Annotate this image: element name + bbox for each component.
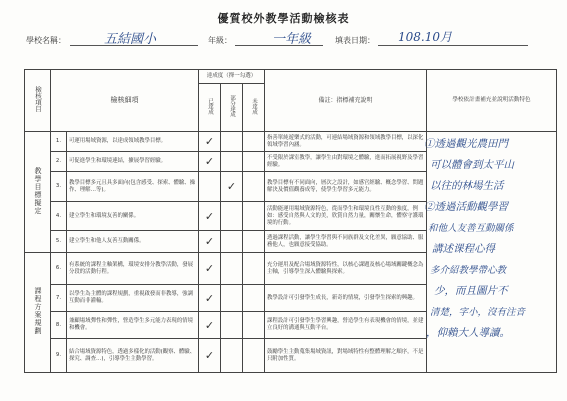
grade-label: 年級： bbox=[208, 36, 232, 45]
row-note: 透過課程活動，讓學生學習與不同族群及文化差異，願意協助、服務他人，也願意接受協助。 bbox=[265, 231, 427, 253]
row-detail: 結合場域資源特色，透過多樣化的活動(觀察、體驗、探究、調查…)，引導學生主動學習。 bbox=[67, 339, 199, 373]
row-note: 充分運用及配合場域資源特性，以核心課題及核心場域關鍵概念為主軸，引導學生深入體驗與探索。 bbox=[265, 253, 427, 285]
check-partial[interactable] bbox=[221, 253, 243, 285]
check-achieved[interactable]: ✓ bbox=[199, 132, 221, 152]
row-detail: 兼顧場域彈性和彈性，營造學生多元能力表現的情境和機會。 bbox=[67, 312, 199, 339]
row-detail: 教學目標多元且具多面向(包含感受、探索、體驗、操作、理解…等)。 bbox=[67, 172, 199, 202]
check-achieved[interactable] bbox=[199, 172, 221, 202]
check-achieved[interactable]: ✓ bbox=[199, 285, 221, 312]
row-detail: 以學生為主體的課程規劃，重視啟發而非教導，強調互動而非灌輸。 bbox=[67, 285, 199, 312]
row-note: 不受限於課室教學，讓學生由對環境之體驗，進而拓展視野及學習經驗。 bbox=[265, 152, 427, 172]
row-detail: 有系統的課程主軸架構，環境安排分教學活動，發展分段的活動行程。 bbox=[67, 253, 199, 285]
row-note: 指善單純遊樂式的活動，可連結場域資源和領域教學目標，以深化領域學習內涵。 bbox=[265, 132, 427, 152]
check-achieved[interactable]: ✓ bbox=[199, 253, 221, 285]
check-not-achieved[interactable] bbox=[243, 339, 265, 373]
section-label-curriculum: 課程方案規劃 bbox=[25, 253, 51, 373]
section-label-goals: 教學目標擬定 bbox=[25, 132, 51, 253]
grade-underline bbox=[235, 45, 323, 46]
check-partial[interactable]: ✓ bbox=[221, 172, 243, 202]
row-number: 6. bbox=[51, 253, 67, 285]
form-title: 優質校外教學活動檢核表 bbox=[217, 12, 350, 25]
check-not-achieved[interactable] bbox=[243, 285, 265, 312]
check-partial[interactable] bbox=[221, 202, 243, 231]
row-number: 9. bbox=[51, 339, 67, 373]
check-partial[interactable] bbox=[221, 132, 243, 152]
check-partial[interactable] bbox=[221, 231, 243, 253]
note-line: 和他人友善互動關係 bbox=[428, 223, 514, 234]
note-line: 可以體會到太平山 bbox=[430, 159, 514, 171]
row-number: 5. bbox=[51, 231, 67, 253]
check-achieved[interactable]: ✓ bbox=[199, 339, 221, 373]
note-line: 多介紹教學帶心教 bbox=[430, 265, 507, 276]
note-line: ②透過活動觀學習 bbox=[424, 201, 508, 213]
check-partial[interactable] bbox=[221, 312, 243, 339]
note-line: 少，而且圖片不 bbox=[434, 285, 508, 297]
school-label: 學校名稱： bbox=[26, 36, 66, 45]
not-achieved-header: 未達成 bbox=[243, 84, 265, 132]
check-achieved[interactable]: ✓ bbox=[199, 202, 221, 231]
school-notes-header: 學校依計畫補充並說明活動特色 bbox=[427, 70, 557, 132]
check-partial[interactable] bbox=[221, 152, 243, 172]
notes-header: 備註：指標補充說明 bbox=[265, 70, 427, 132]
row-note: 鼓勵學生主動蒐集場域資訊，對場域特性有整體理解之順序，不是只附加性質。 bbox=[265, 339, 427, 373]
partial-header: 部分達成 bbox=[221, 84, 243, 132]
row-detail: 建立學生和環境友善的關係。 bbox=[67, 202, 199, 231]
row-detail: 建立學生和他人友善互動關係。 bbox=[67, 231, 199, 253]
row-note: 教學設計可引發學生成長，新奇的情境，引發學生探索的興趣。 bbox=[265, 285, 427, 312]
check-achieved[interactable]: ✓ bbox=[199, 231, 221, 253]
row-note: 活動能運用場域資源特色，從而學生和環境良性互動的強度，例如：感受自然與人文的美，欣賞自然力量，關懷生命，體察守護環境的行動。 bbox=[265, 202, 427, 231]
date-label: 填表日期： bbox=[335, 36, 375, 45]
check-not-achieved[interactable] bbox=[243, 132, 265, 152]
row-detail: 可運用場域資源，以達成領域教學目標。 bbox=[67, 132, 199, 152]
check-not-achieved[interactable] bbox=[243, 312, 265, 339]
detail-header: 檢核細項 bbox=[51, 70, 199, 132]
note-line: 清楚，字小，沒有注音 bbox=[430, 307, 526, 318]
check-achieved[interactable]: ✓ bbox=[199, 152, 221, 172]
row-number: 7. bbox=[51, 285, 67, 312]
date-value: 108.10月 bbox=[398, 30, 452, 44]
check-not-achieved[interactable] bbox=[243, 231, 265, 253]
row-number: 1. bbox=[51, 132, 67, 152]
status-header: 達成度（擇一勾選） bbox=[199, 70, 265, 84]
check-partial[interactable] bbox=[221, 339, 243, 373]
note-line: 講述课程心得 bbox=[432, 243, 495, 255]
school-underline bbox=[70, 45, 198, 46]
school-value: 五結國小 bbox=[104, 32, 157, 47]
row-note: 教學目標有不同面向，層次之設計，如感官經驗、概念學習、問題解決及價值觀養成等，使學生學習多元能力。 bbox=[265, 172, 427, 202]
handwritten-notes bbox=[424, 136, 564, 346]
row-number: 3. bbox=[51, 172, 67, 202]
date-underline bbox=[378, 45, 528, 46]
row-detail: 可促進學生和環境連結，擴展學習經驗。 bbox=[67, 152, 199, 172]
row-number: 8. bbox=[51, 312, 67, 339]
note-line: ①透過觀光農田門 bbox=[424, 138, 508, 150]
note-line: ，仰賴大人導讀。 bbox=[426, 327, 510, 339]
row-note: 課程設計可引發學生學習興趣，營造學生有表現機會的情境，並建立良好的溝通與互動平台。 bbox=[265, 312, 427, 339]
row-number: 4. bbox=[51, 202, 67, 231]
row-number: 2. bbox=[51, 152, 67, 172]
achieved-header: 已達成 bbox=[199, 84, 221, 132]
check-not-achieved[interactable] bbox=[243, 253, 265, 285]
check-partial[interactable] bbox=[221, 285, 243, 312]
check-not-achieved[interactable] bbox=[243, 202, 265, 231]
check-achieved[interactable]: ✓ bbox=[199, 312, 221, 339]
check-not-achieved[interactable] bbox=[243, 152, 265, 172]
check-not-achieved[interactable] bbox=[243, 172, 265, 202]
grade-value: 一年級 bbox=[272, 32, 312, 47]
note-line: 以往的林場生活 bbox=[430, 180, 504, 192]
category-header: 檢核項目 bbox=[25, 70, 51, 132]
